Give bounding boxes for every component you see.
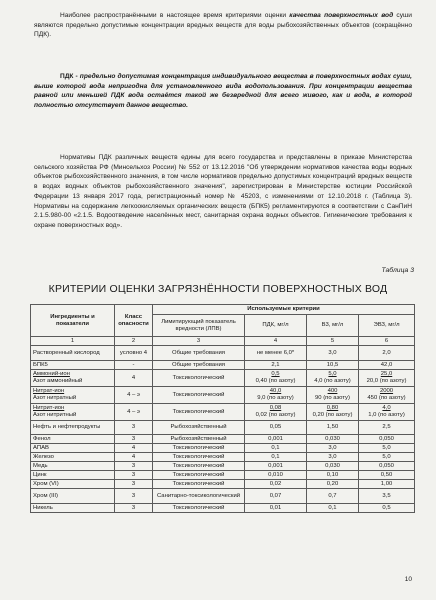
- cell-evz-value: 25,0: [380, 371, 393, 377]
- table-row: [31, 361, 415, 370]
- cell-pdk: [245, 504, 307, 513]
- column-number: 3: [153, 337, 245, 346]
- cell-evz-value: 4,0: [382, 405, 391, 411]
- cell-limiting-indicator-value: Токсикологический: [172, 471, 225, 478]
- cell-v3-value: 3,0: [328, 453, 337, 460]
- criteria-table: [30, 304, 415, 513]
- paragraph-regulations-text: Нормативы ПДК различных веществ едины для всего государства и представлены в приказе Министерства сельского хозяйства РФ (Минсельхоз России) № 552 от 13.12.2016 "Об утверждении нормативов качества воды водных объектов рыбохозяйственного значения, в том числе нормативов предельно допустимых концентраций вредных веществ в водах водных объектов рыбохозяйственного значения", зарегистрирован в Министерстве юстиции Российской Федерации 13 января 2017 года, регистрационный номер № 45203, с изменениями от 12.10.2018 г. (Таблица 3). Нормативы на содержание легкоокисляемых органических веществ (БПК5) регламентируются в соответствии с СанПиН 2.1.5.980-00 «2.1.5. Водоотведение населённых мест, санитарная охрана водных объектов. Гигиенические требования к охране поверхностных вод».: [34, 154, 412, 229]
- cell-evz: [359, 421, 415, 435]
- cell-evz: [359, 444, 415, 453]
- cell-limiting-indicator: [153, 489, 245, 504]
- cell-ingredient-value: БПК5: [33, 361, 48, 368]
- cell-v3: [307, 361, 359, 370]
- header-evz: ЭВЗ, мг/л: [359, 315, 415, 337]
- cell-ingredient-value: Медь: [33, 462, 48, 469]
- paragraph-regulations: [34, 153, 412, 231]
- cell-evz: [359, 480, 415, 489]
- cell-v3: [307, 387, 359, 404]
- cell-pdk-value: 0,02: [269, 480, 282, 487]
- cell-evz: [359, 471, 415, 480]
- cell-ingredient-value: Цинк: [33, 471, 47, 478]
- cell-limiting-indicator-value: Токсикологический: [172, 444, 225, 451]
- table-row: [31, 370, 415, 387]
- cell-evz: [359, 346, 415, 361]
- cell-evz-value: 0,50: [380, 471, 393, 478]
- table-row: [31, 489, 415, 504]
- cell-hazard-class: [115, 471, 153, 480]
- cell-ingredient: [31, 435, 115, 444]
- cell-pdk-value-secondary: 0,40 (по азоту): [255, 378, 296, 384]
- cell-v3: [307, 346, 359, 361]
- cell-v3-value-secondary: 4,0 (по азоту): [314, 378, 351, 384]
- cell-hazard-class: [115, 370, 153, 387]
- cell-ingredient-value-secondary: Азот аммонийный: [33, 378, 83, 384]
- table-row: [31, 387, 415, 404]
- cell-evz-value: 0,050: [379, 435, 394, 442]
- cell-v3-value-secondary: 90 (по азоту): [315, 395, 350, 401]
- paragraph-intro-text: Наиболее распространёнными в настоящее время критериями оценки: [60, 12, 290, 19]
- cell-ingredient-value: Аммоний-ион: [33, 371, 70, 377]
- cell-pdk: [245, 346, 307, 361]
- table-row: [31, 462, 415, 471]
- cell-pdk: [245, 421, 307, 435]
- cell-ingredient-value: Растворенный кислород: [33, 349, 100, 356]
- cell-pdk: [245, 462, 307, 471]
- cell-limiting-indicator: [153, 435, 245, 444]
- cell-limiting-indicator: [153, 444, 245, 453]
- cell-pdk: [245, 404, 307, 421]
- cell-pdk-value: 2,1: [271, 361, 280, 368]
- cell-ingredient: [31, 471, 115, 480]
- cell-limiting-indicator: [153, 504, 245, 513]
- cell-pdk-value: 0,07: [269, 492, 282, 499]
- cell-limiting-indicator: [153, 480, 245, 489]
- cell-hazard-class: [115, 489, 153, 504]
- cell-evz-value: 0,5: [382, 504, 391, 511]
- cell-limiting-indicator-value: Токсикологический: [172, 462, 225, 469]
- cell-pdk-value-secondary: 9,0 (по азоту): [257, 395, 294, 401]
- cell-hazard-class-value: 3: [131, 462, 136, 469]
- page-number: 10: [404, 576, 412, 583]
- cell-evz-value: 2000: [379, 388, 394, 394]
- cell-pdk-value: 0,1: [271, 453, 280, 460]
- cell-evz-value: 2,0: [382, 349, 391, 356]
- cell-evz: [359, 453, 415, 462]
- cell-v3-value: 0,030: [325, 435, 340, 442]
- cell-limiting-indicator-value: Общие требования: [172, 349, 225, 356]
- cell-limiting-indicator-value: Токсикологический: [172, 374, 225, 381]
- column-number: 4: [245, 337, 307, 346]
- cell-hazard-class-value: 4 – э: [127, 391, 140, 398]
- cell-hazard-class-value: 4: [131, 453, 136, 460]
- cell-pdk: [245, 480, 307, 489]
- cell-pdk-value: не менее 6,0*: [256, 349, 295, 356]
- table-row: [31, 435, 415, 444]
- cell-v3-value: 3,0: [328, 444, 337, 451]
- cell-limiting-indicator-value: Рыбохозяйственный: [170, 435, 227, 442]
- pdk-definition-text: предельно допустимая концентрация индивидуального вещества в поверхностных водах суши, выше которой вода непригодна для установленного вида водопользования. При концентрации вещества равной или меньшей ПДК вода остаётся такой же безвредной для всего живого, как и вода, в которой полностью отсутствует данное вещество.: [34, 73, 412, 110]
- paragraph-pdk-definition: [34, 72, 412, 111]
- cell-pdk: [245, 387, 307, 404]
- cell-v3-value: 0,1: [328, 504, 337, 511]
- cell-limiting-indicator-value: Токсикологический: [172, 408, 225, 415]
- table-row: [31, 404, 415, 421]
- cell-pdk: [245, 471, 307, 480]
- cell-ingredient: [31, 370, 115, 387]
- header-limiting-indicator: Лимитирующий показатель вредности (ЛПВ): [153, 315, 245, 337]
- column-numbers-row: [31, 337, 415, 346]
- cell-pdk: [245, 444, 307, 453]
- cell-limiting-indicator-value: Общие требования: [172, 361, 225, 368]
- cell-v3: [307, 453, 359, 462]
- column-number: 5: [307, 337, 359, 346]
- cell-evz-value: 5,0: [382, 453, 391, 460]
- cell-hazard-class: [115, 480, 153, 489]
- cell-evz-value: 3,5: [382, 492, 391, 499]
- column-number: 6: [359, 337, 415, 346]
- cell-hazard-class: [115, 404, 153, 421]
- cell-evz: [359, 462, 415, 471]
- cell-ingredient: [31, 346, 115, 361]
- cell-ingredient-value-secondary: Азот нитратный: [33, 395, 77, 401]
- table-row: [31, 471, 415, 480]
- cell-ingredient-value: Хром (III): [33, 492, 59, 499]
- cell-evz: [359, 435, 415, 444]
- table-row: [31, 453, 415, 462]
- column-number: 2: [115, 337, 153, 346]
- header-criteria: Используемые критерии: [153, 305, 415, 315]
- cell-v3: [307, 370, 359, 387]
- cell-ingredient: [31, 361, 115, 370]
- cell-hazard-class-value: 3: [131, 424, 136, 430]
- cell-pdk-value: 40,0: [269, 388, 282, 394]
- criteria-table-body: [31, 346, 415, 513]
- cell-hazard-class-value: 3: [131, 480, 136, 487]
- cell-hazard-class-value: условно 4: [119, 349, 148, 356]
- cell-ingredient: [31, 462, 115, 471]
- cell-hazard-class-value: 4: [131, 444, 136, 451]
- table-row: [31, 504, 415, 513]
- cell-v3-value: 0,20: [326, 480, 339, 487]
- cell-evz-value-secondary: 1,0 (по азоту): [368, 412, 405, 418]
- cell-v3-value: 0,030: [325, 462, 340, 469]
- table-row: [31, 444, 415, 453]
- cell-limiting-indicator: [153, 387, 245, 404]
- cell-v3-value: 3,0: [328, 349, 337, 356]
- cell-v3-value: 0,7: [328, 492, 337, 499]
- cell-hazard-class: [115, 444, 153, 453]
- table-number-caption: Таблица 3: [381, 267, 414, 274]
- cell-evz: [359, 370, 415, 387]
- cell-hazard-class-value: 4: [131, 374, 136, 381]
- cell-limiting-indicator-value: Рыбохозяйственный: [170, 424, 227, 430]
- cell-v3-value-secondary: 0,20 (по азоту): [312, 412, 353, 418]
- cell-hazard-class: [115, 435, 153, 444]
- cell-evz-value: 2,5: [382, 424, 391, 430]
- pdk-term: ПДК -: [60, 73, 80, 80]
- cell-ingredient: [31, 453, 115, 462]
- cell-ingredient-value: Нитрит-ион: [33, 405, 65, 411]
- cell-hazard-class: [115, 387, 153, 404]
- cell-v3: [307, 471, 359, 480]
- cell-evz: [359, 387, 415, 404]
- cell-limiting-indicator: [153, 361, 245, 370]
- cell-v3: [307, 462, 359, 471]
- cell-v3: [307, 444, 359, 453]
- cell-hazard-class: [115, 504, 153, 513]
- cell-pdk-value: 0,1: [271, 444, 280, 451]
- cell-v3: [307, 480, 359, 489]
- cell-ingredient: [31, 421, 115, 435]
- cell-evz: [359, 504, 415, 513]
- cell-limiting-indicator: [153, 370, 245, 387]
- cell-pdk-value: 0,05: [269, 424, 282, 430]
- cell-pdk-value-secondary: 0,02 (по азоту): [255, 412, 296, 418]
- cell-v3: [307, 404, 359, 421]
- cell-limiting-indicator-value: Токсикологический: [172, 391, 225, 398]
- cell-v3-value: 5,0: [328, 371, 337, 377]
- cell-ingredient-value: Фенол: [33, 435, 51, 442]
- cell-v3-value: 1,50: [326, 424, 339, 430]
- cell-hazard-class-value: 3: [131, 471, 136, 478]
- paragraph-intro: [34, 11, 412, 40]
- cell-ingredient: [31, 404, 115, 421]
- cell-limiting-indicator-value: Санитарно-токсикологический: [156, 492, 241, 499]
- cell-hazard-class-value: -: [132, 361, 135, 368]
- cell-v3-value: 0,10: [326, 471, 339, 478]
- cell-hazard-class: [115, 462, 153, 471]
- cell-evz-value-secondary: 20,0 (по азоту): [366, 378, 407, 384]
- cell-ingredient-value: Никель: [33, 504, 53, 511]
- cell-v3: [307, 489, 359, 504]
- cell-limiting-indicator: [153, 462, 245, 471]
- table-row: [31, 480, 415, 489]
- cell-v3-value: 10,5: [326, 361, 339, 368]
- cell-limiting-indicator-value: Токсикологический: [172, 480, 225, 487]
- cell-evz-value-secondary: 450 (по азоту): [367, 395, 406, 401]
- cell-pdk-value: 0,01: [269, 504, 282, 511]
- cell-v3-value: 0,80: [326, 405, 339, 411]
- cell-hazard-class-value: 3: [131, 504, 136, 511]
- cell-pdk: [245, 453, 307, 462]
- table-title: КРИТЕРИИ ОЦЕНКИ ЗАГРЯЗНЁННОСТИ ПОВЕРХНОСТНЫХ ВОД: [48, 283, 388, 295]
- cell-limiting-indicator-value: Токсикологический: [172, 504, 225, 511]
- cell-ingredient-value: Нитрат-ион: [33, 388, 65, 394]
- cell-evz-value: 0,050: [379, 462, 394, 469]
- cell-ingredient-value: Железо: [33, 453, 54, 460]
- cell-pdk-value: 0,5: [271, 371, 280, 377]
- header-hazard-class: Класс опасности: [115, 305, 153, 337]
- header-v3: В3, мг/л: [307, 315, 359, 337]
- cell-hazard-class-value: 4 – э: [127, 408, 140, 415]
- cell-ingredient-value: Нефть и нефтепродукты: [33, 424, 101, 430]
- cell-pdk: [245, 489, 307, 504]
- cell-hazard-class-value: 3: [131, 492, 136, 499]
- cell-pdk-value: 0,001: [268, 462, 283, 469]
- paragraph-intro-text-end: суши являются предельно допустимые концентрации вредных веществ для воды рыбохозяйственных объектов (сокращённо ПДК).: [34, 12, 412, 39]
- cell-hazard-class: [115, 346, 153, 361]
- cell-hazard-class-value: 3: [131, 435, 136, 442]
- cell-ingredient-value-secondary: Азот нитритный: [33, 412, 77, 418]
- cell-evz: [359, 489, 415, 504]
- cell-pdk: [245, 361, 307, 370]
- cell-pdk-value: 0,08: [269, 405, 282, 411]
- cell-evz-value: 5,0: [382, 444, 391, 451]
- cell-v3: [307, 421, 359, 435]
- cell-ingredient-value: Хром (VI): [33, 480, 59, 487]
- cell-v3-value: 400: [327, 388, 338, 394]
- cell-pdk: [245, 370, 307, 387]
- cell-ingredient: [31, 504, 115, 513]
- cell-limiting-indicator: [153, 471, 245, 480]
- cell-ingredient-value: АПАВ: [33, 444, 49, 451]
- column-number: 1: [31, 337, 115, 346]
- header-ingredients: Ингредиенты и показатели: [31, 305, 115, 337]
- cell-pdk-value: 0,001: [268, 435, 283, 442]
- cell-limiting-indicator-value: Токсикологический: [172, 453, 225, 460]
- table-row: [31, 421, 415, 435]
- cell-limiting-indicator: [153, 421, 245, 435]
- cell-v3: [307, 504, 359, 513]
- cell-evz-value: 1,00: [380, 480, 393, 487]
- cell-hazard-class: [115, 453, 153, 462]
- cell-limiting-indicator: [153, 453, 245, 462]
- paragraph-intro-emphasis: качества поверхностных вод: [289, 12, 394, 19]
- header-pdk: ПДК, мг/л: [245, 315, 307, 337]
- cell-limiting-indicator: [153, 346, 245, 361]
- cell-ingredient: [31, 480, 115, 489]
- cell-pdk-value: 0,010: [268, 471, 283, 478]
- cell-v3: [307, 435, 359, 444]
- cell-evz: [359, 404, 415, 421]
- cell-evz-value: 42,0: [380, 361, 393, 368]
- cell-hazard-class: [115, 361, 153, 370]
- cell-evz: [359, 361, 415, 370]
- table-row: [31, 346, 415, 361]
- cell-ingredient: [31, 387, 115, 404]
- cell-ingredient: [31, 444, 115, 453]
- cell-pdk: [245, 435, 307, 444]
- cell-limiting-indicator: [153, 404, 245, 421]
- cell-ingredient: [31, 489, 115, 504]
- cell-hazard-class: [115, 421, 153, 435]
